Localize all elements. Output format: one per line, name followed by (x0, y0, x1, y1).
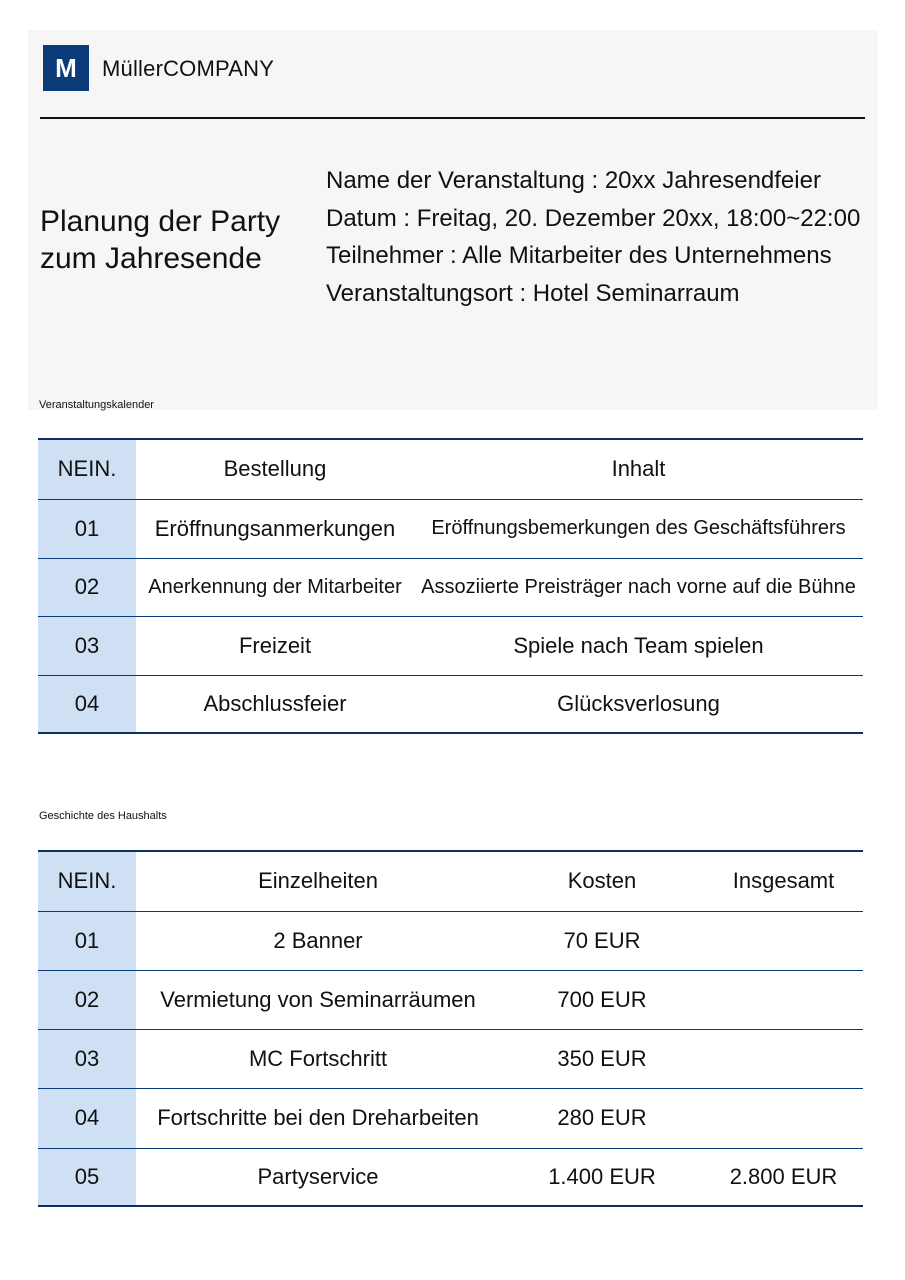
row-detail: 2 Banner (136, 911, 500, 970)
row-content: Glücksverlosung (557, 690, 720, 716)
row-cost: 70 EUR (500, 911, 704, 970)
company-name: MüllerCOMPANY (102, 56, 275, 81)
table-row (38, 1148, 863, 1206)
row-no: 04 (38, 675, 136, 733)
header-order: Bestellung (136, 439, 414, 499)
event-location: Veranstaltungsort : Hotel Seminarraum (326, 279, 740, 307)
row-detail: Vermietung von Seminarräumen (136, 970, 500, 1029)
row-no: 04 (38, 1088, 136, 1148)
table-row (38, 499, 863, 558)
page-title: Planung der Party zum Jahresende (40, 205, 281, 275)
row-no: 02 (38, 558, 136, 616)
row-no: 02 (38, 970, 136, 1029)
table-header-row (38, 439, 863, 499)
row-total (704, 1088, 863, 1148)
row-total (704, 970, 863, 1029)
schedule-section-label: Veranstaltungskalender (39, 399, 154, 411)
row-content: Spiele nach Team spielen (414, 616, 863, 675)
row-cost: 280 EUR (500, 1088, 704, 1148)
row-detail: Partyservice (257, 1163, 379, 1189)
table-row (38, 1029, 863, 1088)
event-date: Datum : Freitag, 20. Dezember 20xx, 18:00~22:00 (326, 204, 861, 232)
row-cost: 1.400 EUR (548, 1163, 656, 1189)
header-total: Insgesamt (704, 851, 863, 911)
event-name: Name der Veranstaltung : 20xx Jahresendfeier (326, 167, 821, 194)
table-row (38, 970, 863, 1029)
table-row (38, 558, 863, 616)
row-content: Eröffnungsbemerkungen des Geschäftsführers (414, 499, 863, 558)
row-total (704, 911, 863, 970)
event-participants: Teilnehmer : Alle Mitarbeiter des Unternehmens (326, 242, 832, 269)
row-order: Eröffnungsanmerkungen (136, 499, 414, 558)
company-logo-icon: M (43, 45, 89, 91)
schedule-table (38, 438, 863, 734)
row-cost: 350 EUR (500, 1029, 704, 1088)
row-order: Anerkennung der Mitarbeiter (136, 558, 414, 616)
header-no: NEIN. (38, 439, 136, 499)
row-no: 01 (38, 499, 136, 558)
row-detail: MC Fortschritt (136, 1029, 500, 1088)
row-no: 03 (38, 1029, 136, 1088)
row-total: 2.800 EUR (729, 1163, 838, 1189)
budget-section-label: Geschichte des Haushalts (39, 810, 167, 822)
row-order: Freizeit (136, 616, 414, 675)
header-divider (40, 117, 865, 119)
table-row (38, 911, 863, 970)
row-total (704, 1029, 863, 1088)
header-content: Inhalt (414, 439, 863, 499)
event-info (326, 162, 901, 312)
row-cost: 700 EUR (500, 970, 704, 1029)
row-no: 03 (38, 616, 136, 675)
table-header-row (38, 851, 863, 911)
header-cost: Kosten (500, 851, 704, 911)
table-row (38, 1088, 863, 1148)
table-row (38, 616, 863, 675)
header-no: NEIN. (38, 851, 136, 911)
row-detail: Fortschritte bei den Dreharbeiten (136, 1088, 500, 1148)
row-no: 05 (38, 1148, 136, 1206)
row-content: Assoziierte Preisträger nach vorne auf die Bühne (414, 558, 863, 616)
table-row (38, 675, 863, 733)
row-order: Abschlussfeier (203, 690, 347, 716)
row-no: 01 (38, 911, 136, 970)
budget-table (38, 850, 863, 1207)
header-details: Einzelheiten (136, 851, 500, 911)
